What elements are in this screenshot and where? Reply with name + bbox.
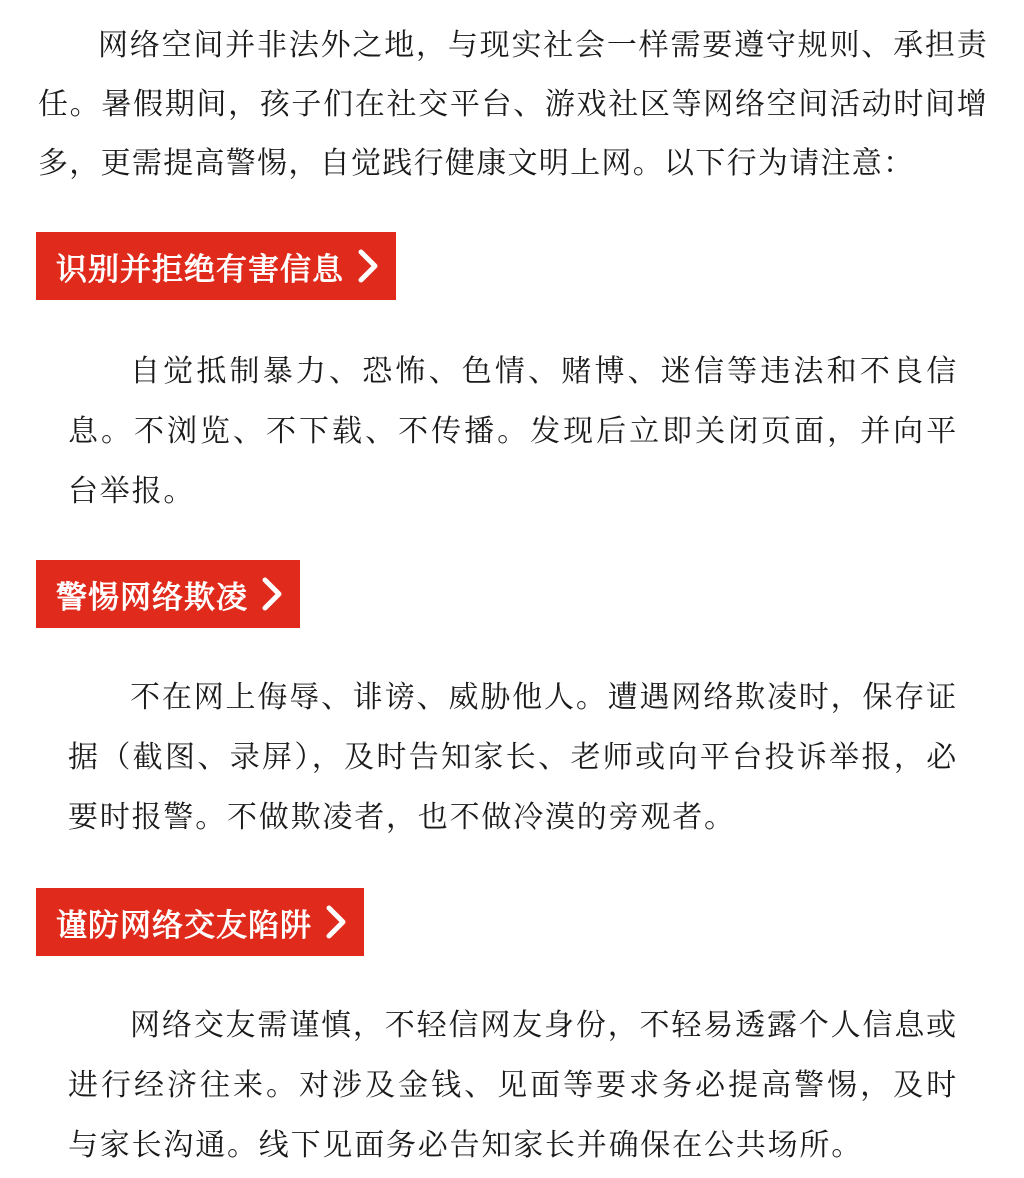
section-header-online-dating-traps <box>36 888 364 956</box>
chevron-right-icon <box>324 905 348 939</box>
section-title: 警惕网络欺凌 <box>56 579 248 616</box>
section-body-harmful-info: 自觉抵制暴力、恐怖、色情、赌博、迷信等违法和不良信息。不浏览、不下载、不传播。发现后立即关闭页面，并向平台举报。 <box>68 354 958 509</box>
chevron-right-icon <box>356 249 380 283</box>
section-title: 识别并拒绝有害信息 <box>56 251 344 288</box>
chevron-right-icon <box>260 577 284 611</box>
section-title: 谨防网络交友陷阱 <box>56 907 312 944</box>
section-header-harmful-info <box>36 232 396 300</box>
section-body-online-dating-traps: 网络交友需谨慎，不轻信网友身份，不轻易透露个人信息或进行经济往来。对涉及金钱、见面等要求务必提高警惕，及时与家长沟通。线下见面务必告知家长并确保在公共场所。 <box>68 1008 958 1163</box>
section-body-cyberbullying: 不在网上侮辱、诽谤、威胁他人。遭遇网络欺凌时，保存证据（截图、录屏），及时告知家长、老师或向平台投诉举报，必要时报警。不做欺凌者，也不做冷漠的旁观者。 <box>68 680 958 835</box>
section-header-cyberbullying <box>36 560 300 628</box>
intro-paragraph: 网络空间并非法外之地，与现实社会一样需要遵守规则、承担责任。暑假期间，孩子们在社交平台、游戏社区等网络空间活动时间增多，更需提高警惕，自觉践行健康文明上网。以下行为请注意： <box>38 28 988 181</box>
